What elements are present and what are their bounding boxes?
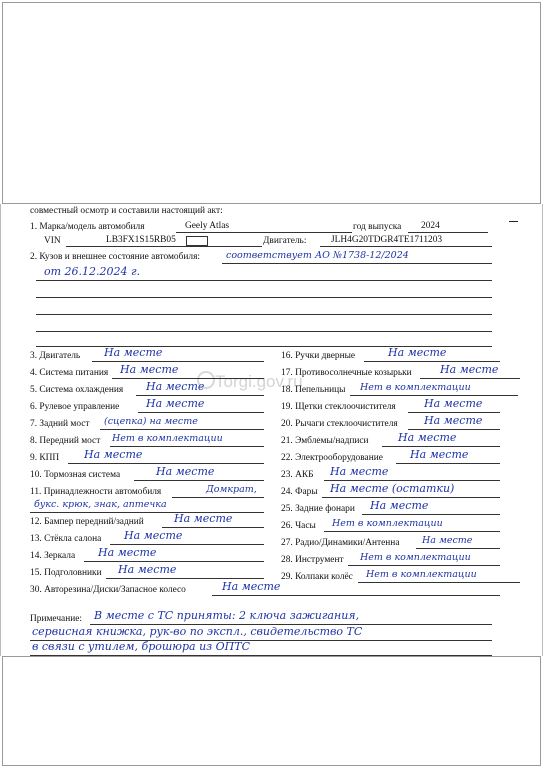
- item-19-label: 19. Щетки стеклоочистителя: [281, 402, 396, 412]
- body-underline-2: [36, 280, 492, 281]
- item-9-underline: [68, 463, 264, 464]
- vin-underline: [66, 246, 262, 247]
- item-6-underline: [138, 412, 264, 413]
- item-13-value: На месте: [124, 529, 183, 542]
- brand-value: Geely Atlas: [185, 221, 229, 231]
- item-18-value: Нет в комплектации: [360, 382, 471, 393]
- item-28-value: Нет в комплектации: [360, 552, 471, 563]
- item-13-label: 13. Стёкла салона: [30, 534, 102, 544]
- note-line-1: В месте с ТС приняты: 2 ключа зажигания,: [94, 609, 360, 622]
- item-15-underline: [106, 578, 264, 579]
- item-30-underline: [212, 595, 500, 596]
- item-10-value: На месте: [156, 465, 215, 478]
- item-10-underline: [134, 480, 264, 481]
- item-19-underline: [408, 412, 500, 413]
- item-14-underline: [84, 561, 264, 562]
- item-21-label: 21. Эмблемы/надписи: [281, 436, 369, 446]
- item-27-underline: [416, 548, 500, 549]
- dash-mark: [509, 221, 518, 222]
- item-22-label: 22. Электрооборудование: [281, 453, 383, 463]
- item-30-value: На месте: [222, 580, 281, 593]
- engine-underline: [320, 246, 492, 247]
- item-25-value: На месте: [370, 499, 429, 512]
- item-7-label: 7. Задний мост: [30, 419, 90, 429]
- item-11-value: Домкрат,: [206, 484, 257, 495]
- item-14-value: На месте: [98, 546, 157, 559]
- item-4-underline: [112, 378, 264, 379]
- year-underline: [408, 232, 488, 233]
- item-3-value: На месте: [104, 346, 163, 359]
- item-24-value: На месте (остатки): [330, 482, 455, 495]
- blank-bottom-area: [2, 656, 541, 766]
- note-label: Примечание:: [30, 614, 83, 624]
- item-5-underline: [136, 395, 264, 396]
- item-16-label: 16. Ручки дверные: [281, 351, 356, 361]
- item-26-value: Нет в комплектации: [332, 518, 443, 529]
- vin-label: VIN: [44, 236, 61, 246]
- item-21-value: На месте: [398, 431, 457, 444]
- brand-underline: [176, 232, 352, 233]
- item-3-label: 3. Двигатель: [30, 351, 81, 361]
- item-29-label: 29. Колпаки колёс: [281, 572, 353, 582]
- item-7-underline: [100, 429, 264, 430]
- item-19-value: На месте: [424, 397, 483, 410]
- item-16-underline: [364, 361, 500, 362]
- item-12-value: На месте: [174, 512, 233, 525]
- engine-label: Двигатель:: [263, 236, 307, 246]
- year-label: год выпуска: [353, 222, 402, 232]
- item-17-label: 17. Противосолнечные козырьки: [281, 368, 412, 378]
- item-18-label: 18. Пепельницы: [281, 385, 346, 395]
- item-23-label: 23. АКБ: [281, 470, 314, 480]
- item-20-label: 20. Рычаги стеклоочистителя: [281, 419, 398, 429]
- year-value: 2024: [421, 221, 440, 231]
- body-label: 2. Кузов и внешнее состояние автомобиля:: [30, 252, 200, 262]
- body-value-2: от 26.12.2024 г.: [44, 265, 141, 278]
- vin-value: LB3FX1S15RB05: [106, 235, 176, 245]
- note-line-3: в связи с утилем, брошюра из ОПТС: [32, 640, 251, 653]
- item-3-underline: [92, 361, 264, 362]
- watermark: Torgi.gov.ru: [215, 372, 303, 391]
- item-25-label: 25. Задние фонари: [281, 504, 355, 514]
- item-27-value: На месте: [422, 535, 473, 546]
- item-6-value: На месте: [146, 397, 205, 410]
- item-11-value-line2: букс. крюк, знак, аптечка: [34, 499, 167, 510]
- item-17-underline: [420, 378, 520, 379]
- item-28-label: 28. Инструмент: [281, 555, 344, 565]
- item-15-value: На месте: [118, 563, 177, 576]
- item-22-underline: [396, 463, 500, 464]
- item-6-label: 6. Рулевое управление: [30, 402, 120, 412]
- item-24-underline: [322, 497, 500, 498]
- note-line-2: сервисная книжка, рук-во по экспл., свидетельство ТС: [32, 625, 363, 638]
- body-underline-4: [36, 314, 492, 315]
- item-20-value: На месте: [424, 414, 483, 427]
- item-21-underline: [382, 446, 500, 447]
- item-23-value: На месте: [330, 465, 389, 478]
- item-18-underline: [350, 395, 518, 396]
- item-23-underline: [324, 480, 500, 481]
- item-9-value: На месте: [84, 448, 143, 461]
- item-27-label: 27. Радио/Динамики/Антенна: [281, 538, 400, 548]
- item-30-label: 30. Авторезина/Диски/Запасное колесо: [30, 585, 186, 595]
- body-underline-5: [36, 331, 492, 332]
- item-26-label: 26. Часы: [281, 521, 316, 531]
- header-text: совместный осмотр и составили настоящий акт:: [30, 206, 223, 216]
- item-4-value: На месте: [120, 363, 179, 376]
- item-10-label: 10. Тормозная система: [30, 470, 121, 480]
- item-14-label: 14. Зеркала: [30, 551, 76, 561]
- item-8-value: Нет в комплектации: [112, 433, 223, 444]
- item-9-label: 9. КПП: [30, 453, 60, 463]
- item-8-label: 8. Передний мост: [30, 436, 101, 446]
- item-11-label: 11. Принадлежности автомобиля: [30, 487, 162, 497]
- item-12-underline: [162, 527, 264, 528]
- item-29-value: Нет в комплектации: [366, 569, 477, 580]
- item-11-underline: [172, 497, 264, 498]
- item-8-underline: [110, 446, 264, 447]
- item-24-label: 24. Фары: [281, 487, 318, 497]
- item-20-underline: [408, 429, 500, 430]
- vin-redaction-box: [186, 236, 208, 246]
- body-underline-3: [36, 297, 492, 298]
- item-22-value: На месте: [410, 448, 469, 461]
- item-4-label: 4. Система питания: [30, 368, 109, 378]
- blank-top-area: [2, 2, 541, 204]
- brand-label: 1. Марка/модель автомобиля: [30, 222, 145, 232]
- body-underline-1: [222, 263, 492, 264]
- item-5-label: 5. Система охлаждения: [30, 385, 124, 395]
- item-29-underline: [358, 582, 520, 583]
- item-13-underline: [110, 544, 264, 545]
- item-12-label: 12. Бампер передний/задний: [30, 517, 144, 527]
- item-26-underline: [324, 531, 500, 532]
- item-15-label: 15. Подголовники: [30, 568, 102, 578]
- item-25-underline: [362, 514, 500, 515]
- item-16-value: На месте: [388, 346, 447, 359]
- item-17-value: На месте: [440, 363, 499, 376]
- item-28-underline: [348, 565, 500, 566]
- item-7-value: (сцепка) на месте: [104, 416, 198, 427]
- body-value-1: соответствует АО №1738-12/2024: [226, 250, 409, 261]
- item-5-value: На месте: [146, 380, 205, 393]
- engine-value: JLH4G20TDGR4TE1711203: [331, 235, 443, 245]
